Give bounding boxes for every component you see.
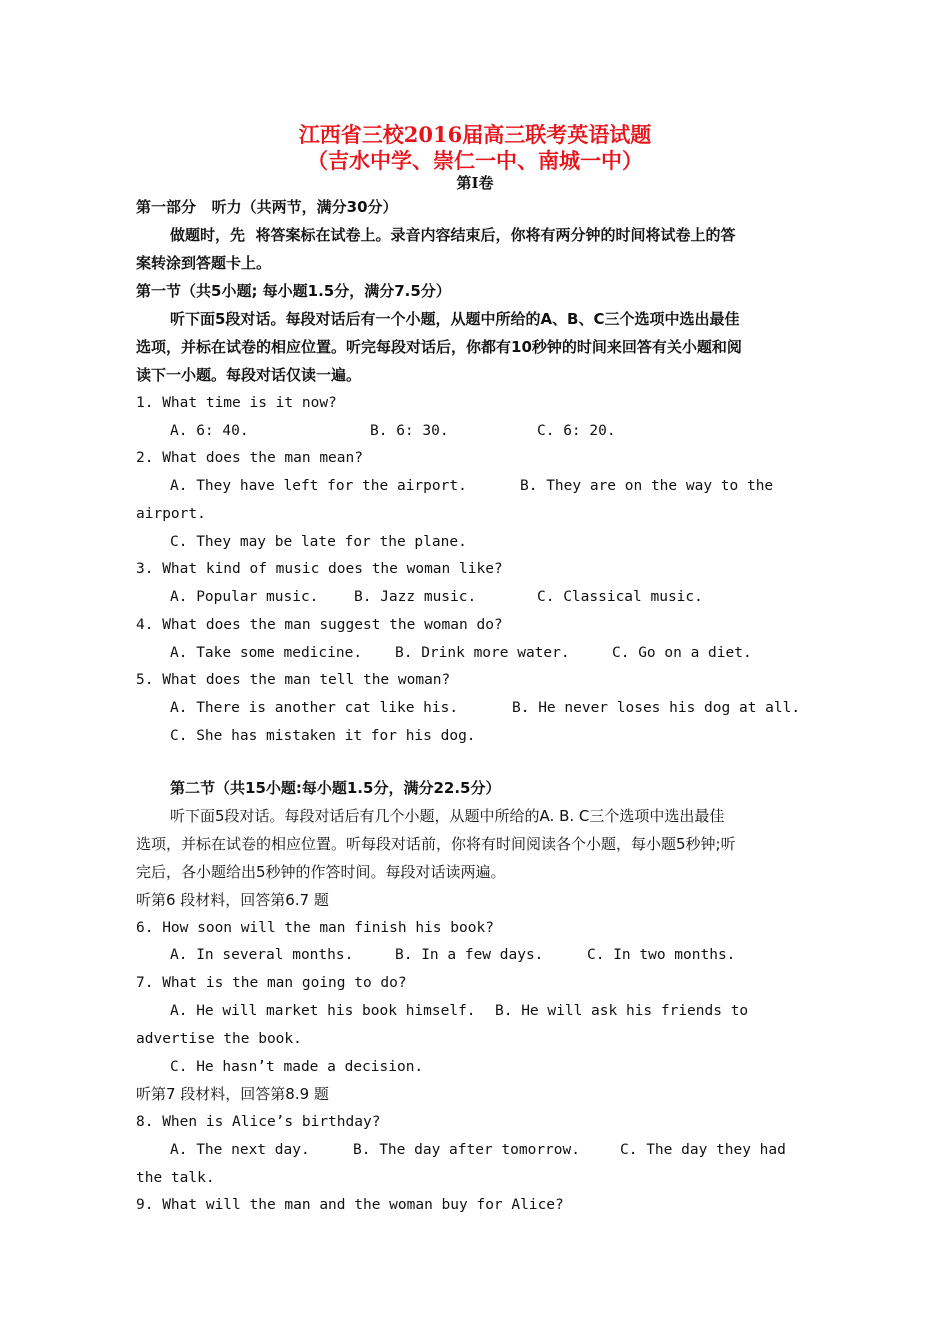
question-5: 5. What does the man tell the woman? bbox=[136, 672, 451, 688]
option-6b: B. In a few days. bbox=[395, 947, 544, 963]
option-1c: C. 6: 20. bbox=[537, 423, 616, 439]
question-3: 3. What kind of music does the woman like? bbox=[136, 561, 503, 577]
option-8b: B. The day after tomorrow. bbox=[353, 1142, 580, 1158]
option-8c: C. The day they had bbox=[620, 1142, 786, 1158]
option-5b: B. He never loses his dog at all. bbox=[512, 700, 801, 716]
section1-intro-cont: 选项，并标在试卷的相应位置。听完每段对话后，你都有10秒钟的时间来回答有关小题和阅 bbox=[136, 338, 742, 356]
part1-instruction: 做题时，先 将答案标在试卷上。录音内容结束后，你将有两分钟的时间将试卷上的答 bbox=[170, 226, 736, 244]
section2-heading: 第二节（共15小题:每小题1.5分，满分22.5分） bbox=[170, 779, 501, 797]
option-1b: B. 6: 30. bbox=[370, 423, 449, 439]
question-6: 6. How soon will the man finish his book? bbox=[136, 920, 494, 936]
option-2b-cont: airport. bbox=[136, 506, 206, 522]
option-1a: A. 6: 40. bbox=[170, 423, 249, 439]
part1-heading: 第一部分 听力（共两节，满分30分） bbox=[136, 198, 398, 216]
option-7b-cont: advertise the book. bbox=[136, 1031, 302, 1047]
question-8: 8. When is Alice’s birthday? bbox=[136, 1114, 381, 1130]
question-2: 2. What does the man mean? bbox=[136, 450, 363, 466]
section2-intro-end: 完后，各小题给出5秒钟的作答时间。每段对话读两遍。 bbox=[136, 863, 506, 881]
option-2b: B. They are on the way to the bbox=[520, 478, 774, 494]
section1-intro-end: 读下一小题。每段对话仅读一遍。 bbox=[136, 366, 362, 384]
option-5c: C. She has mistaken it for his dog. bbox=[170, 728, 476, 744]
option-6c: C. In two months. bbox=[587, 947, 736, 963]
option-3a: A. Popular music. bbox=[170, 589, 319, 605]
option-7a: A. He will market his book himself. bbox=[170, 1003, 476, 1019]
material-6-label: 听第6 段材料，回答第6.7 题 bbox=[136, 891, 329, 909]
option-2a: A. They have left for the airport. bbox=[170, 478, 467, 494]
section1-intro: 听下面5段对话。每段对话后有一个小题，从题中所给的A、B、C三个选项中选出最佳 bbox=[170, 310, 740, 328]
exam-subtitle: （吉水中学、崇仁一中、南城一中） bbox=[307, 148, 643, 173]
question-7: 7. What is the man going to do? bbox=[136, 975, 407, 991]
option-3b: B. Jazz music. bbox=[354, 589, 477, 605]
option-8c-cont: the talk. bbox=[136, 1170, 215, 1186]
section2-intro-cont: 选项，并标在试卷的相应位置。听每段对话前，你将有时间阅读各个小题，每小题5秒钟;听 bbox=[136, 835, 736, 853]
option-3c: C. Classical music. bbox=[537, 589, 703, 605]
option-5a: A. There is another cat like his. bbox=[170, 700, 459, 716]
question-1: 1. What time is it now? bbox=[136, 395, 337, 411]
section2-intro: 听下面5段对话。每段对话后有几个小题，从题中所给的A. B. C三个选项中选出最佳 bbox=[170, 807, 725, 825]
question-9: 9. What will the man and the woman buy for Alice? bbox=[136, 1197, 564, 1213]
option-2c: C. They may be late for the plane. bbox=[170, 534, 467, 550]
option-7c: C. He hasn’t made a decision. bbox=[170, 1059, 424, 1075]
exam-title: 江西省三校2016届高三联考英语试题 bbox=[298, 122, 652, 147]
question-4: 4. What does the man suggest the woman do? bbox=[136, 617, 503, 633]
option-6a: A. In several months. bbox=[170, 947, 354, 963]
option-4c: C. Go on a diet. bbox=[612, 645, 752, 661]
option-4b: B. Drink more water. bbox=[395, 645, 570, 661]
option-7b: B. He will ask his friends to bbox=[495, 1003, 749, 1019]
section1-heading: 第一节（共5小题; 每小题1.5分，满分7.5分） bbox=[136, 282, 451, 300]
part1-instruction-cont: 案转涂到答题卡上。 bbox=[136, 254, 272, 272]
option-4a: A. Take some medicine. bbox=[170, 645, 363, 661]
material-7-label: 听第7 段材料，回答第8.9 题 bbox=[136, 1085, 329, 1103]
volume-label: 第Ⅰ卷 bbox=[456, 174, 494, 192]
option-8a: A. The next day. bbox=[170, 1142, 310, 1158]
